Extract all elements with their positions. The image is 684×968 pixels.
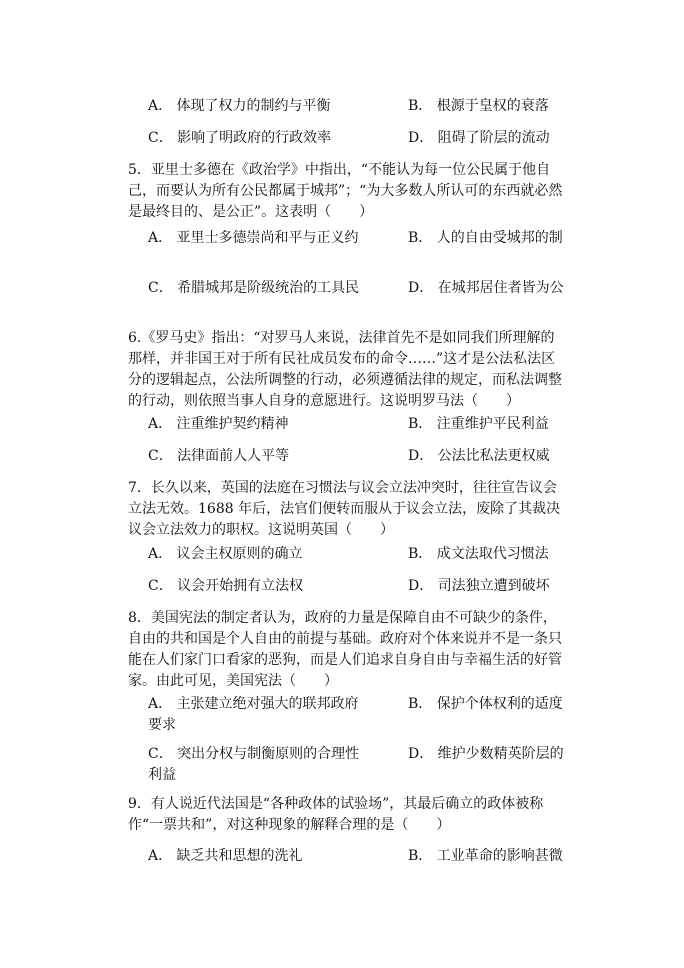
q4-option-d[interactable]: D． 阻碍了阶层的流动 [408, 130, 550, 146]
q5-option-b[interactable]: B． 人的自由受城邦的制 [408, 230, 563, 246]
q8-option-d[interactable]: D． 维护少数精英阶层的 [408, 746, 564, 762]
q8-option-b[interactable]: B． 保护个体权利的适度 [408, 696, 563, 712]
q7-option-b[interactable]: B． 成文法取代习惯法 [408, 546, 549, 562]
q8-option-c[interactable]: C． 突出分权与制衡原则的合理性利益 [148, 746, 360, 783]
q8-option-a[interactable]: A． 主张建立绝对强大的联邦政府要求 [148, 696, 359, 733]
q6-option-c[interactable]: C． 法律面前人人平等 [148, 448, 290, 464]
q7-option-a[interactable]: A． 议会主权原则的确立 [148, 546, 303, 562]
q7-option-d[interactable]: D． 司法独立遭到破坏 [408, 578, 550, 594]
q8-stem: 8．美国宪法的制定者认为，政府的力量是保障自由不可缺少的条件，自由的共和国是个人自由的前提与基础。政府对个体来说并不是一条只能在人们家门口看家的恶狗，而是人们追求自身自由与幸福生活的好管家。由此可见，美国宪法（ ） [128, 610, 562, 689]
q9-stem: 9．有人说近代法国是“各种政体的试验场”，其最后确立的政体被称作“一票共和”，对这种现象的解释合理的是（ ） [128, 796, 544, 833]
q4-option-c[interactable]: C． 影响了明政府的行政效率 [148, 130, 332, 146]
q6-option-a[interactable]: A． 注重维护契约精神 [148, 416, 289, 432]
q9-option-a[interactable]: A． 缺乏共和思想的洗礼 [148, 848, 303, 864]
q5-option-a[interactable]: A． 亚里士多德崇尚和平与正义约 [148, 230, 359, 246]
q6-option-d[interactable]: D． 公法比私法更权威 [408, 448, 550, 464]
q4-option-a[interactable]: A． 体现了权力的制约与平衡 [148, 98, 331, 114]
q6-stem: 6.《罗马史》指出：“对罗马人来说，法律首先不是如同我们所理解的那样，并非国王对于所有民社成员发布的命令……”这才是公法私法区分的逻辑起点，公法所调整的行动，必须遵循法律的规定，而私法调整的行动，则依照当事人自身的意愿进行。这说明罗马法（ ） [128, 330, 562, 409]
q4-option-b[interactable]: B． 根源于皇权的衰落 [408, 98, 549, 114]
q5-option-c[interactable]: C． 希腊城邦是阶级统治的工具民 [148, 280, 360, 296]
q7-option-c[interactable]: C． 议会开始拥有立法权 [148, 578, 304, 594]
q5-option-d[interactable]: D． 在城邦居住者皆为公 [408, 280, 564, 296]
q9-option-b[interactable]: B． 工业革命的影响甚微 [408, 848, 563, 864]
q6-option-b[interactable]: B． 注重维护平民利益 [408, 416, 549, 432]
q7-stem: 7．长久以来，英国的法庭在习惯法与议会立法冲突时，往往宣告议会立法无效。1688 年后，法官们便转而服从于议会立法，废除了其裁决议会立法效力的职权。这说明英国（ ） [128, 480, 561, 538]
q5-stem: 5．亚里士多德在《政治学》中指出，“不能认为每一位公民属于他自己，而要认为所有公民都属于城邦”；“为大多数人所认可的东西就必然是最终目的、是公正”。这表明（ ） [128, 162, 563, 220]
